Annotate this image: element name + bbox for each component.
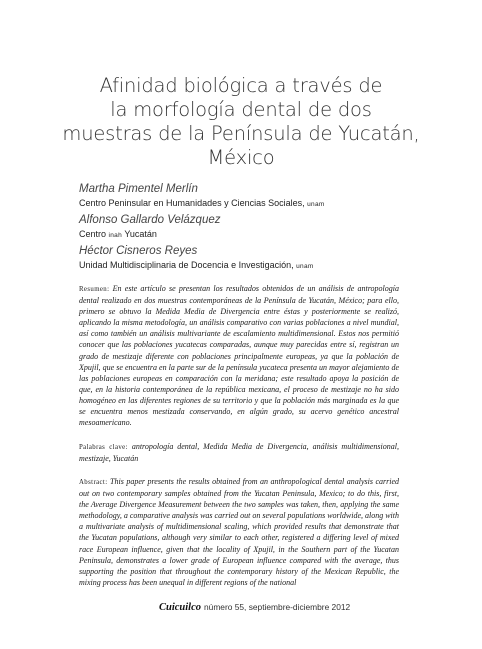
- article-title: [60, 74, 422, 170]
- title-line-1: Afinidad biológica a través de: [99, 74, 383, 97]
- author-name: Héctor Cisneros Reyes: [79, 245, 198, 257]
- title-line-2: la morfología dental de dos: [110, 98, 372, 121]
- author-affiliation: Unidad Multidisciplinaria de Docencia e Investigación, unam: [79, 260, 314, 270]
- abstract-label: Abstract:: [79, 479, 108, 486]
- title-line-4: México: [207, 146, 275, 169]
- author-affiliation: Centro Peninsular en Humanidades y Ciencias Sociales, unam: [79, 198, 325, 208]
- keywords-text: antropología dental, Medida Media de Divergencia, análisis multidimensional, mestizaje, Yucatán: [79, 442, 399, 464]
- journal-logo: Cuicuilco: [159, 602, 202, 613]
- title-line-3: muestras de la Península de Yucatán,: [62, 122, 420, 145]
- resumen-section: [79, 283, 399, 428]
- author-name: Alfonso Gallardo Velázquez: [79, 214, 221, 226]
- page-footer: [159, 602, 350, 613]
- author-name: Martha Pimentel Merlín: [79, 183, 198, 195]
- keywords-section: [79, 441, 399, 464]
- issue-info: número 55, septiembre-diciembre 2012: [204, 602, 351, 612]
- abstract-section: [79, 476, 399, 588]
- author-affiliation: Centro inah Yucatán: [79, 229, 157, 239]
- author-list: [79, 182, 419, 275]
- keywords-label: Palabras clave:: [79, 444, 128, 451]
- resumen-label: Resumen:: [79, 286, 110, 293]
- abstract-text: This paper presents the results obtained from an anthropological dental analysis carried out on two contemporary samples obtained from the Yucatan Peninsula, Mexico; to do this, first, the Average Divergence Measurement between the two samples was taken, then, applying the same methodology, a comparative analysis was carried out on several populations worldwide, along with a multivariate analysis of multidimensional scaling, which provided results that demonstrate that the Yucatan populations, although very similar to each other, registered a differing level of mixed race European influence, given that the locality of Xpujil, in the Southern part of the Yucatan Peninsula, demonstrates a lower grade of European influence compared with the average, thus supporting the position that throughout the contemporary history of the Mexican Republic, the mixing process has been unequal in different regions of the national: [79, 477, 400, 587]
- resumen-text: En este artículo se presentan los resultados obtenidos de un análisis de antropología dental realizado en dos muestras contemporáneas de la Península de Yucatán, México; para ello, primero se obtuvo la Medida Media de Divergencia entre éstas y posteriormente se realizó, aplicando la misma metodología, un análisis comparativo con varias poblaciones a nivel mundial, así como también un análisis multivariante de escalamiento multidimensional. Estos nos permitió conocer que las poblaciones yucatecas comparadas, aunque muy parecidas entre sí, registran un grado de mestizaje diferente con poblaciones principalmente europeas, ya que la población de Xpujil, que se encuentra en la parte sur de la península yucateca presenta un mayor alejamiento de las poblaciones europeas en comparación con la meridana; este resultado apoya la posición de que, en la historia contemporánea de la república mexicana, el proceso de mestizaje no ha sido homogéneo en las diferentes regiones de su territorio y que la población más marginada es la que se encuentra menos mestizada conservando, en algún grado, su acervo genético ancestral mesoamericano.: [79, 284, 400, 428]
